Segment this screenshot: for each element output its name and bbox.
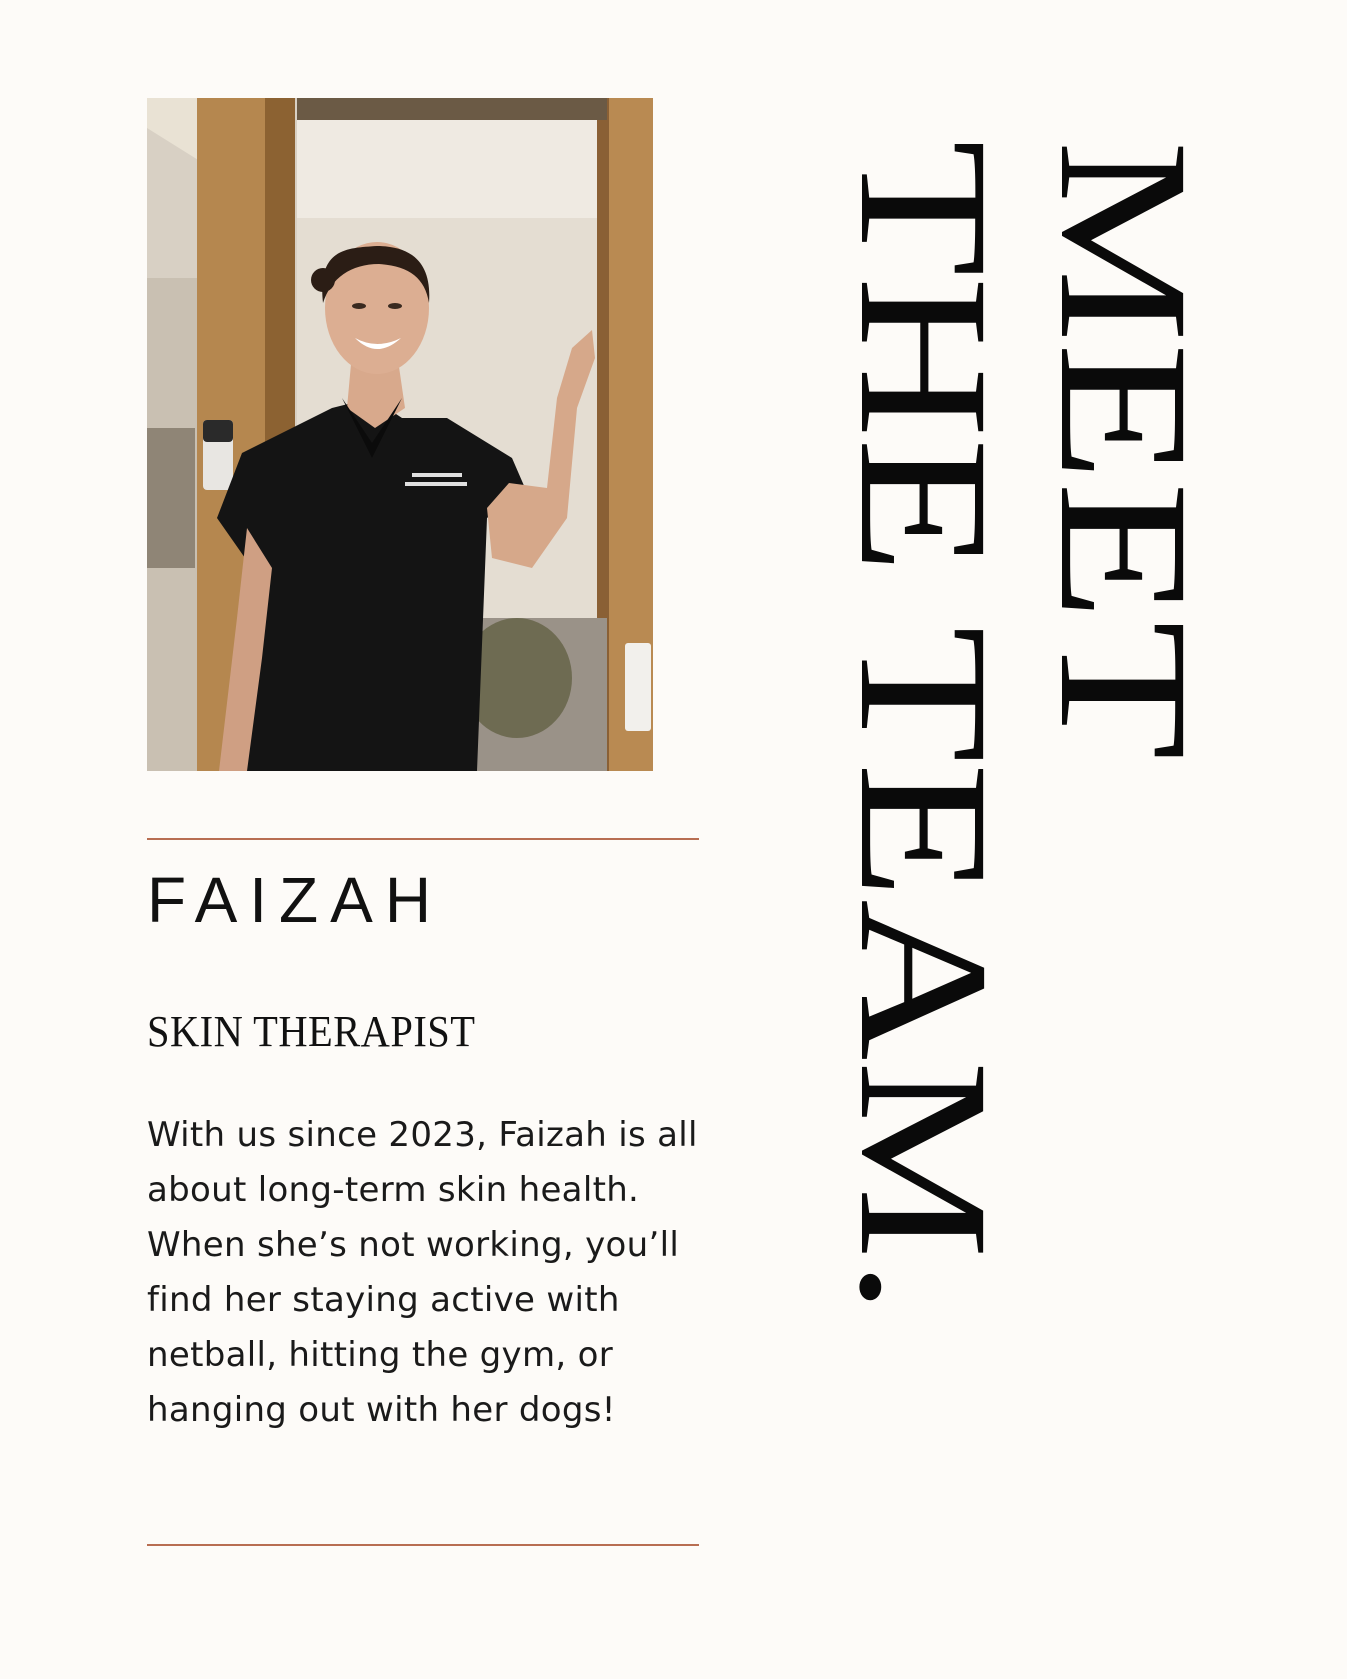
staff-bio: With us since 2023, Faizah is all about long-term skin health. When she’s not working, you’ll find her staying active with netball, hitting the gym, or hanging out with her dogs!: [147, 1115, 698, 1430]
staff-role: SKIN THERAPIST: [147, 1007, 476, 1056]
top-divider: [147, 838, 699, 840]
heading-line-the-team: THE TEAM.: [821, 140, 1026, 1113]
profile-photo: [147, 98, 653, 771]
heading-line-meet: MEET: [1021, 140, 1226, 644]
bottom-divider: [147, 1544, 699, 1546]
staff-name: FAIZAH: [147, 864, 444, 936]
